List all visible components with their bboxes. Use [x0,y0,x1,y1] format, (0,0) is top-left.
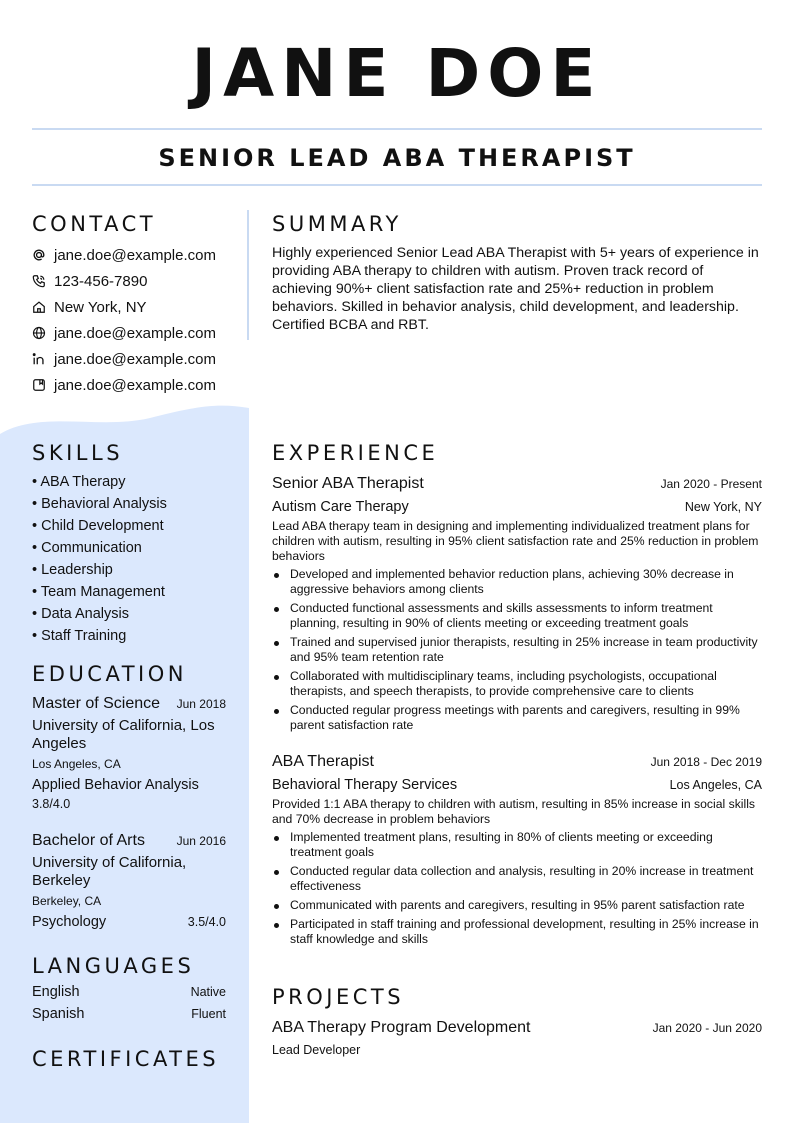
position-title: ABA Therapist [272,753,374,770]
experience-entry [272,751,762,951]
company-name: Behavioral Therapy Services [272,777,458,793]
skill-item: • Data Analysis [32,603,167,625]
contact-item-portfolio[interactable] [32,372,216,398]
contact-item-website[interactable] [32,320,216,346]
language-item [32,1006,226,1028]
skill-item: • Team Management [32,581,167,603]
skill-item: • Leadership [32,559,167,581]
achievement-item: Trained and supervised junior therapists, resulting in 25% increase in team productivity and 95% team retention rate [272,635,762,665]
contact-text: jane.doe@example.com [54,246,216,264]
education-date: Jun 2018 [176,697,226,711]
candidate-name: JANE DOE [191,35,603,112]
project-entry [272,1017,762,1059]
skill-item: • Staff Training [32,625,167,647]
achievement-item: Conducted regular progress meetings with parents and caregivers, resulting in 99% parent satisfaction rate [272,703,762,733]
job-title: SENIOR LEAD ABA THERAPIST [158,144,636,172]
contact-text: jane.doe@example.com [54,376,216,394]
certificates-heading: CERTIFICATES [32,1047,220,1071]
globe-icon [32,326,46,340]
language-name: Spanish [32,1006,85,1022]
at-icon [32,248,46,262]
education-entry [32,830,226,931]
achievement-item: Participated in staff training and professional development, resulting in 25% increase in staff knowledge and skills [272,917,762,947]
languages-heading: LANGUAGES [32,954,195,978]
education-location: Los Angeles, CA [32,757,121,771]
skill-item: • Child Development [32,515,167,537]
language-level: Native [190,985,226,999]
header-divider-bottom [32,184,762,186]
experience-entry [272,473,762,737]
contact-list [32,242,216,398]
skills-heading: SKILLS [32,441,124,465]
contact-item-linkedin[interactable] [32,346,216,372]
gpa: 3.8/4.0 [32,797,71,811]
contact-item-email[interactable] [32,242,216,268]
contact-text: jane.doe@example.com [54,350,216,368]
column-divider [247,210,249,340]
field-of-study: Psychology [32,914,107,930]
gpa: 3.5/4.0 [187,915,226,929]
education-entry [32,693,226,812]
language-item [32,984,226,1006]
school: University of California, Los Angeles [32,717,215,752]
achievement-item: Collaborated with multidisciplinary teams, including psychologists, occupational therapists, and speech therapists, to provide comprehensive care to clients [272,669,762,699]
linkedin-icon [32,352,46,366]
achievement-list [272,830,762,947]
skill-item: • ABA Therapy [32,471,167,493]
field-of-study: Applied Behavior Analysis [32,777,199,793]
position-description: Lead ABA therapy team in designing and implementing individualized treatment plans for children with autism, resulting in 95% client satisfaction rate and 25% reduction in problem behaviors [272,519,759,563]
language-name: English [32,984,80,1000]
project-dates: Jan 2020 - Jun 2020 [652,1021,762,1035]
education-heading: EDUCATION [32,662,187,686]
experience-heading: EXPERIENCE [272,441,439,465]
contact-text: New York, NY [54,298,147,316]
header-divider-top [32,128,762,130]
company-location: Los Angeles, CA [669,778,762,792]
degree: Master of Science [32,695,161,712]
company-name: Autism Care Therapy [272,499,409,515]
projects-heading: PROJECTS [272,985,405,1009]
phone-icon [32,274,46,288]
language-level: Fluent [191,1007,226,1021]
company-location: New York, NY [684,500,762,514]
position-description: Provided 1:1 ABA therapy to children with autism, resulting in 85% increase in social skills and 70% decrease in problem behaviors [272,797,755,826]
school: University of California, Berkeley [32,854,187,889]
skill-item: • Communication [32,537,167,559]
skills-list [32,471,167,647]
achievement-item: Developed and implemented behavior reduction plans, achieving 30% decrease in aggressive behaviors among clients [272,567,762,597]
education-date: Jun 2016 [176,834,226,848]
contact-text: jane.doe@example.com [54,324,216,342]
degree: Bachelor of Arts [32,832,145,849]
achievement-item: Conducted functional assessments and skills assessments to inform treatment planning, resulting in 90% of clients meeting or exceeding treatment goals [272,601,762,631]
contact-item-location[interactable] [32,294,216,320]
position-dates: Jan 2020 - Present [660,477,762,491]
home-icon [32,300,46,314]
contact-item-phone[interactable] [32,268,216,294]
portfolio-icon [32,378,46,392]
achievement-item: Conducted regular data collection and analysis, resulting in 20% increase in treatment effectiveness [272,864,762,894]
achievement-item: Implemented treatment plans, resulting in 80% of clients meeting or exceeding treatment goals [272,830,762,860]
project-role: Lead Developer [272,1043,361,1057]
languages-list [32,984,226,1028]
achievement-list [272,567,762,733]
education-location: Berkeley, CA [32,894,102,908]
position-title: Senior ABA Therapist [272,475,424,492]
summary-heading: SUMMARY [272,212,402,236]
project-title: ABA Therapy Program Development [272,1019,531,1036]
summary-text: Highly experienced Senior Lead ABA Therapist with 5+ years of experience in providing ABA therapy to children with autism. Proven track record of achieving 90%+ client satisfaction rate and 25%+ reduction in problem behaviors. Skilled in behavior analysis, child development, and leadership. Certified BCBA and RBT. [272,245,759,333]
skill-item: • Behavioral Analysis [32,493,167,515]
contact-heading: CONTACT [32,212,157,236]
position-dates: Jun 2018 - Dec 2019 [650,755,762,769]
contact-text: 123-456-7890 [54,272,148,290]
achievement-item: Communicated with parents and caregivers, resulting in 95% parent satisfaction rate [272,898,762,913]
